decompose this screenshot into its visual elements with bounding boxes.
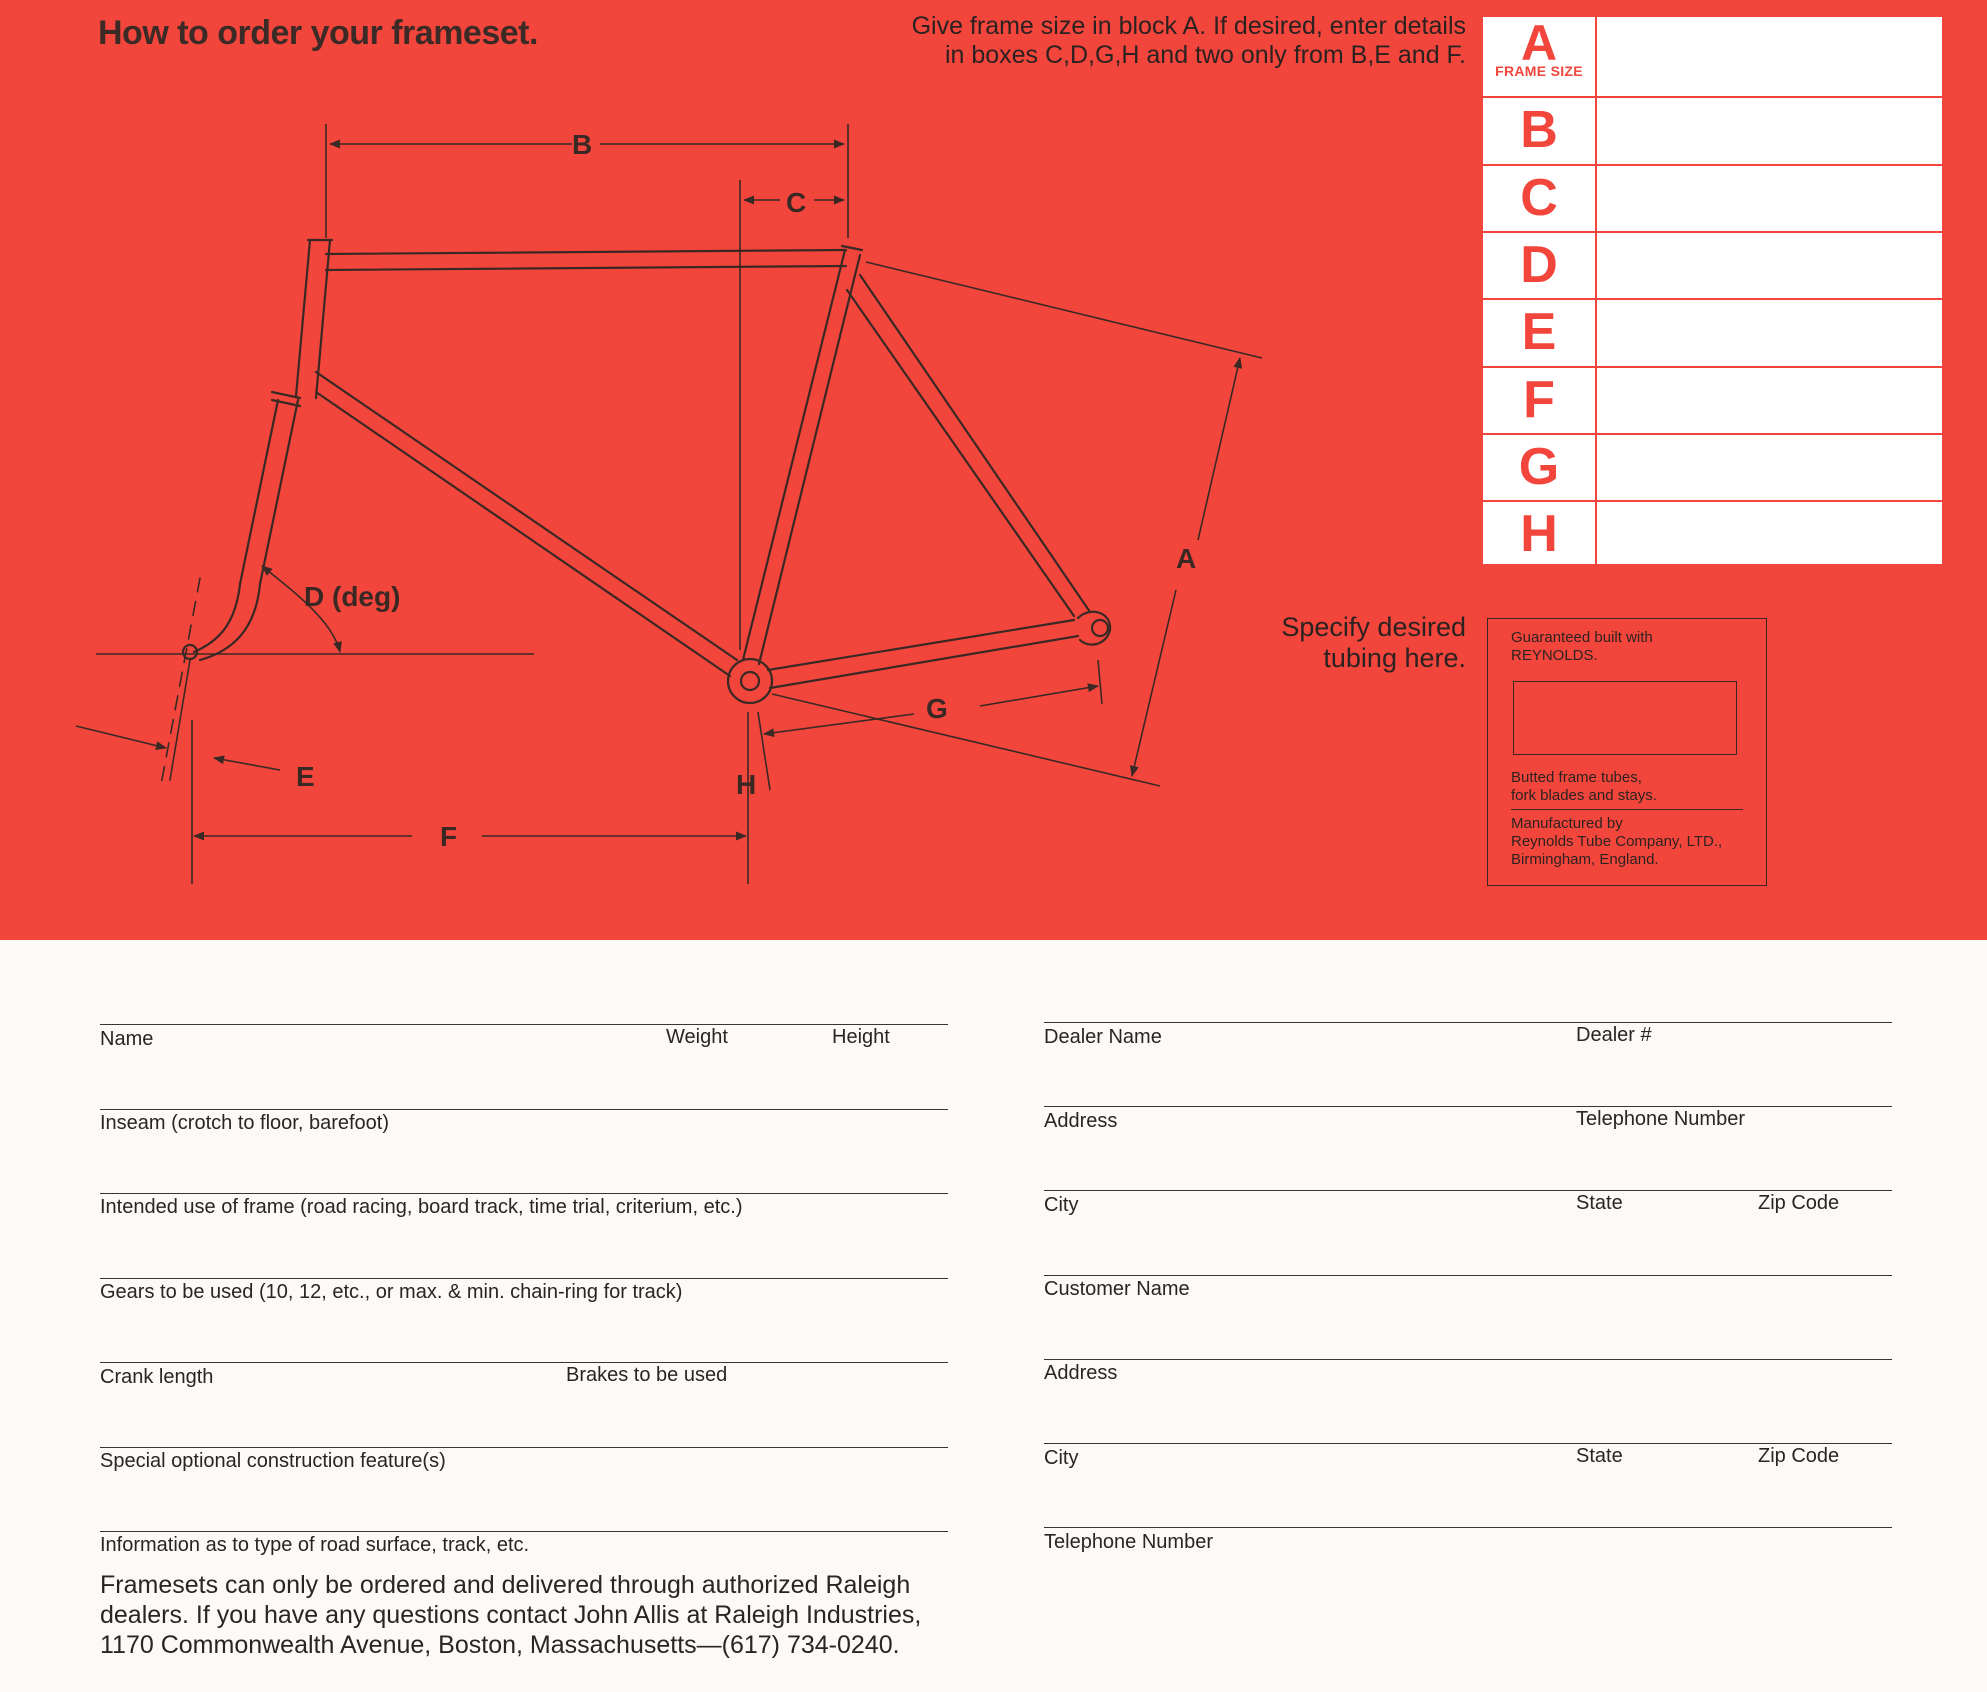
decal-line-3: Butted frame tubes, — [1511, 769, 1642, 786]
dealer-city-line[interactable] — [1044, 1190, 1892, 1191]
decal-line-2: REYNOLDS. — [1511, 647, 1598, 664]
size-row-g — [1483, 435, 1942, 502]
dealer-address-line[interactable] — [1044, 1106, 1892, 1107]
dealer-city-label: City — [1044, 1194, 1079, 1216]
size-letter-a: A — [1520, 15, 1558, 71]
frame-size-caption: FRAME SIZE — [1495, 63, 1583, 79]
size-letter-g: G — [1518, 438, 1560, 496]
surface-line[interactable] — [100, 1531, 948, 1532]
height-label: Height — [832, 1026, 890, 1048]
inseam-line[interactable] — [100, 1109, 948, 1110]
size-letter-d: D — [1520, 236, 1558, 294]
dim-label-e: E — [296, 761, 315, 792]
size-letter-f: F — [1523, 371, 1555, 429]
chain-stay — [768, 620, 1078, 688]
dealer-name-line[interactable] — [1044, 1022, 1892, 1023]
dim-label-f: F — [440, 821, 458, 852]
size-row-a — [1483, 17, 1942, 98]
dim-label-h: H — [736, 769, 757, 800]
dim-label-a: A — [1176, 543, 1197, 574]
customer-name-label: Customer Name — [1044, 1278, 1190, 1300]
fork — [194, 392, 300, 660]
size-row-d — [1483, 233, 1942, 300]
dealer-address-label: Address — [1044, 1110, 1118, 1132]
gears-line[interactable] — [100, 1278, 948, 1279]
frame-size-table — [1483, 17, 1942, 564]
special-line[interactable] — [100, 1447, 948, 1448]
size-field-d[interactable] — [1597, 233, 1942, 298]
top-tube — [326, 250, 846, 270]
inseam-label: Inseam (crotch to floor, barefoot) — [100, 1112, 390, 1134]
size-row-b — [1483, 98, 1942, 166]
head-tube — [296, 240, 332, 398]
customer-address-line[interactable] — [1044, 1359, 1892, 1360]
customer-city-line[interactable] — [1044, 1443, 1892, 1444]
down-tube — [316, 372, 737, 676]
dealer-number-label: Dealer # — [1576, 1024, 1652, 1046]
brakes-label: Brakes to be used — [566, 1364, 728, 1386]
name-line[interactable] — [100, 1024, 948, 1025]
size-letter-h: H — [1520, 505, 1558, 563]
dealer-zip-label: Zip Code — [1758, 1192, 1840, 1214]
tubing-entry-box[interactable] — [1513, 681, 1737, 755]
surface-label: Information as to type of road surface, track, etc. — [100, 1534, 530, 1556]
size-field-f[interactable] — [1597, 368, 1942, 433]
decal-line-6: Reynolds Tube Company, LTD., — [1511, 833, 1723, 850]
tubing-prompt: Specify desired tubing here. — [1281, 612, 1466, 673]
size-field-h[interactable] — [1597, 502, 1942, 564]
decal-line-7: Birmingham, England. — [1511, 851, 1659, 868]
rear-dropout — [1092, 620, 1108, 636]
customer-telephone-label: Telephone Number — [1044, 1531, 1213, 1553]
ordering-note: Framesets can only be ordered and delivered through authorized Raleigh dealers. If you have any questions contact John Allis at Raleigh Industries, 1170 Commonwealth Avenue, Boston, Massachusetts—(617) 734-0240. — [100, 1571, 922, 1659]
customer-zip-label: Zip Code — [1758, 1445, 1840, 1467]
size-letter-e: E — [1521, 303, 1557, 361]
customer-telephone-line[interactable] — [1044, 1527, 1892, 1528]
size-field-b[interactable] — [1597, 98, 1942, 164]
bottom-bracket — [728, 659, 772, 703]
seat-stay — [847, 275, 1090, 616]
dealer-name-label: Dealer Name — [1044, 1026, 1162, 1048]
size-letter-c: C — [1520, 169, 1558, 227]
dim-label-d: D (deg) — [304, 581, 401, 612]
dim-label-g: G — [926, 693, 948, 724]
size-row-c — [1483, 166, 1942, 233]
decal-divider — [1511, 809, 1743, 810]
size-letter-b: B — [1520, 101, 1558, 159]
gears-label: Gears to be used (10, 12, etc., or max. & min. chain-ring for track) — [100, 1281, 683, 1303]
reynolds-decal — [1487, 618, 1767, 886]
dealer-state-label: State — [1576, 1192, 1623, 1214]
size-row-f — [1483, 368, 1942, 435]
decal-line-1: Guaranteed built with — [1511, 629, 1653, 646]
size-field-g[interactable] — [1597, 435, 1942, 500]
customer-city-label: City — [1044, 1447, 1079, 1469]
crank-label: Crank length — [100, 1366, 214, 1388]
customer-state-label: State — [1576, 1445, 1623, 1467]
decal-line-4: fork blades and stays. — [1511, 787, 1657, 804]
name-label: Name — [100, 1028, 154, 1050]
size-instructions: Give frame size in block A. If desired, enter details in boxes C,D,G,H and two only from B,E and F. — [911, 12, 1466, 69]
seat-tube — [743, 246, 862, 664]
dim-label-c: C — [786, 187, 807, 218]
special-label: Special optional construction feature(s) — [100, 1450, 446, 1472]
size-field-e[interactable] — [1597, 300, 1942, 366]
size-field-a[interactable] — [1597, 17, 1942, 96]
intended-use-line[interactable] — [100, 1193, 948, 1194]
decal-line-5: Manufactured by — [1511, 815, 1623, 832]
customer-address-label: Address — [1044, 1362, 1118, 1384]
size-row-e — [1483, 300, 1942, 368]
page-title: How to order your frameset. — [98, 14, 538, 52]
size-row-h — [1483, 502, 1942, 564]
intended-use-label: Intended use of frame (road racing, board track, time trial, criterium, etc.) — [100, 1196, 743, 1218]
dealer-telephone-label: Telephone Number — [1576, 1108, 1745, 1130]
customer-name-line[interactable] — [1044, 1275, 1892, 1276]
weight-label: Weight — [666, 1026, 728, 1048]
size-field-c[interactable] — [1597, 166, 1942, 231]
dim-label-b: B — [572, 129, 593, 160]
crank-line[interactable] — [100, 1362, 948, 1363]
